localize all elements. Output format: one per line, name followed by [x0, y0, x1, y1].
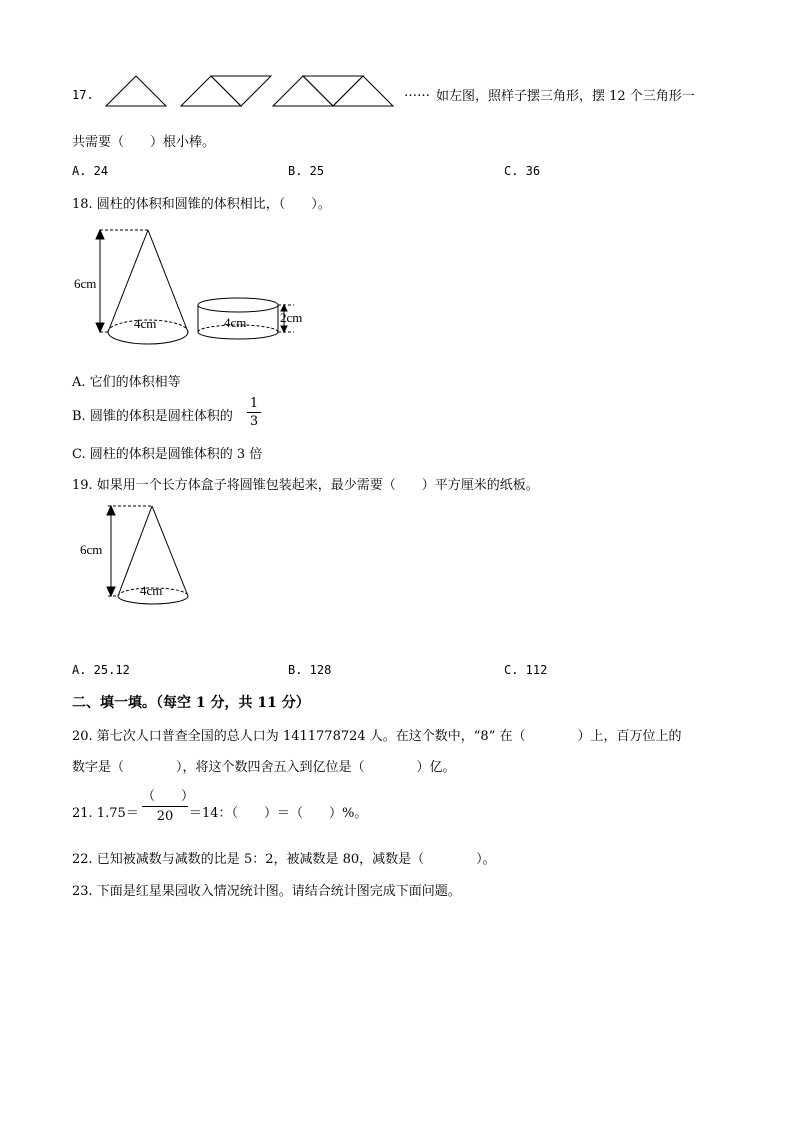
q17-option-b[interactable]: B. 25 — [288, 164, 325, 178]
q18-option-b-fraction — [247, 396, 261, 429]
triangle-pattern-figure — [100, 72, 400, 112]
q17-option-a[interactable]: A. 24 — [72, 164, 109, 178]
q20-line2: 数字是（ ），将这个数四舍五入到亿位是（ ）亿。 — [72, 760, 456, 775]
fraction-denominator: 3 — [249, 414, 259, 429]
q21-tail: ＝14：（ ）＝（ ）%。 — [189, 806, 368, 821]
cone-diameter-label: 4cm — [140, 583, 163, 598]
q18-option-a[interactable]: A. 它们的体积相等 — [72, 375, 181, 390]
cylinder-height-label: 2cm — [280, 310, 303, 325]
fraction-numerator: 1 — [249, 396, 259, 411]
q17-text-continued: 共需要（ ）根小棒。 — [72, 135, 216, 150]
q21-fraction — [142, 788, 195, 825]
section-title: 二、填一填。（每空 1 分，共 11 分） — [72, 695, 310, 711]
q21-numerator-blank[interactable]: （ ） — [142, 789, 195, 804]
q17-dots: …… — [404, 85, 430, 100]
q19-option-a[interactable]: A. 25.12 — [72, 663, 130, 677]
triangle-3 — [211, 76, 271, 106]
triangle-4 — [273, 76, 333, 106]
q22-text: 22. 已知被减数与减数的比是 5：2，被减数是 80，减数是（ ）。 — [72, 852, 496, 867]
triangle-6 — [333, 76, 393, 106]
q23-text: 23. 下面是红星果园收入情况统计图。请结合统计图完成下面问题。 — [72, 884, 461, 899]
q20-line1: 20. 第七次人口普查全国的总人口为 1411778724 人。在这个数中，“8” 在（ ）上，百万位上的 — [72, 729, 682, 744]
q18-option-b-text: B. 圆锥的体积是圆柱体积的 — [72, 409, 233, 424]
q18-option-c[interactable]: C. 圆柱的体积是圆锥体积的 3 倍 — [72, 447, 263, 462]
triangle-1 — [106, 76, 166, 106]
q17-number: 17. — [72, 88, 94, 102]
cone-height-label: 6cm — [80, 542, 103, 557]
cylinder-diameter-label: 4cm — [224, 315, 247, 330]
q19-option-c[interactable]: C. 112 — [504, 663, 548, 677]
q18-text: 18. 圆柱的体积和圆锥的体积相比，（ ）。 — [72, 197, 331, 212]
q18-option-b[interactable] — [72, 405, 233, 424]
triangle-5 — [303, 76, 363, 106]
cone-cylinder-figure — [72, 222, 342, 352]
cone-diameter-label: 4cm — [134, 316, 157, 331]
q19-option-b[interactable]: B. 128 — [288, 663, 332, 677]
q21-lead: 21. 1.75＝ — [72, 806, 139, 821]
q17-text: 如左图，照样子摆三角形，摆 12 个三角形一 — [436, 89, 695, 104]
q21-denominator: 20 — [156, 809, 174, 824]
q19-text: 19. 如果用一个长方体盒子将圆锥包装起来，最少需要（ ）平方厘米的纸板。 — [72, 478, 539, 493]
triangle-2 — [181, 76, 241, 106]
q17-option-c[interactable]: C. 36 — [504, 164, 541, 178]
cone-height-label: 6cm — [74, 276, 97, 291]
cone-figure — [80, 502, 200, 612]
